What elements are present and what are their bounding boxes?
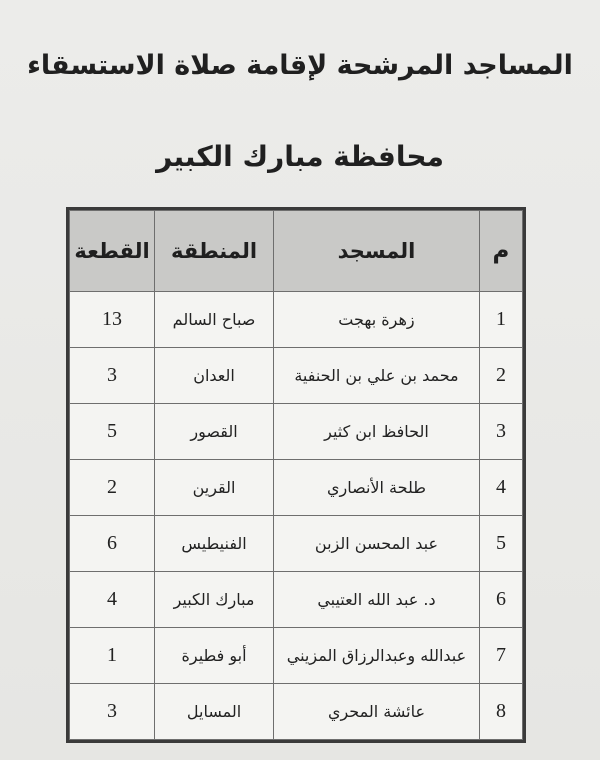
table-row — [70, 292, 523, 348]
cell-area: أبو فطيرة — [155, 628, 274, 684]
header-mosque: المسجد — [273, 211, 479, 292]
mosques-table — [69, 210, 523, 740]
table-row — [70, 628, 523, 684]
header-index: م — [479, 211, 522, 292]
cell-mosque: د. عبد الله العتيبي — [273, 572, 479, 628]
table-row — [70, 404, 523, 460]
document-title: المساجد المرشحة لإقامة صلاة الاستسقاء — [27, 50, 573, 81]
table-row — [70, 684, 523, 740]
cell-mosque: محمد بن علي بن الحنفية — [273, 348, 479, 404]
cell-index: 4 — [479, 460, 522, 516]
table-row — [70, 460, 523, 516]
cell-area: القصور — [155, 404, 274, 460]
cell-index: 2 — [479, 348, 522, 404]
cell-block: 2 — [70, 460, 155, 516]
document-subtitle: محافظة مبارك الكبير — [156, 140, 444, 173]
cell-mosque: عائشة المحري — [273, 684, 479, 740]
cell-block: 5 — [70, 404, 155, 460]
cell-block: 13 — [70, 292, 155, 348]
cell-area: مبارك الكبير — [155, 572, 274, 628]
cell-area: القرين — [155, 460, 274, 516]
cell-index: 3 — [479, 404, 522, 460]
cell-area: العدان — [155, 348, 274, 404]
cell-mosque: زهرة بهجت — [273, 292, 479, 348]
cell-mosque: طلحة الأنصاري — [273, 460, 479, 516]
header-block: القطعة — [70, 211, 155, 292]
cell-mosque: عبدالله وعبدالرزاق المزيني — [273, 628, 479, 684]
mosques-table-frame — [66, 207, 526, 743]
cell-block: 6 — [70, 516, 155, 572]
cell-block: 4 — [70, 572, 155, 628]
cell-block: 1 — [70, 628, 155, 684]
header-area: المنطقة — [155, 211, 274, 292]
cell-index: 6 — [479, 572, 522, 628]
cell-index: 5 — [479, 516, 522, 572]
table-header-row — [70, 211, 523, 292]
cell-index: 7 — [479, 628, 522, 684]
table-row — [70, 572, 523, 628]
table-row — [70, 516, 523, 572]
cell-area: الفنيطيس — [155, 516, 274, 572]
cell-area: المسايل — [155, 684, 274, 740]
cell-mosque: الحافظ ابن كثير — [273, 404, 479, 460]
cell-index: 1 — [479, 292, 522, 348]
table-row — [70, 348, 523, 404]
cell-block: 3 — [70, 348, 155, 404]
cell-index: 8 — [479, 684, 522, 740]
cell-mosque: عبد المحسن الزبن — [273, 516, 479, 572]
cell-block: 3 — [70, 684, 155, 740]
cell-area: صباح السالم — [155, 292, 274, 348]
